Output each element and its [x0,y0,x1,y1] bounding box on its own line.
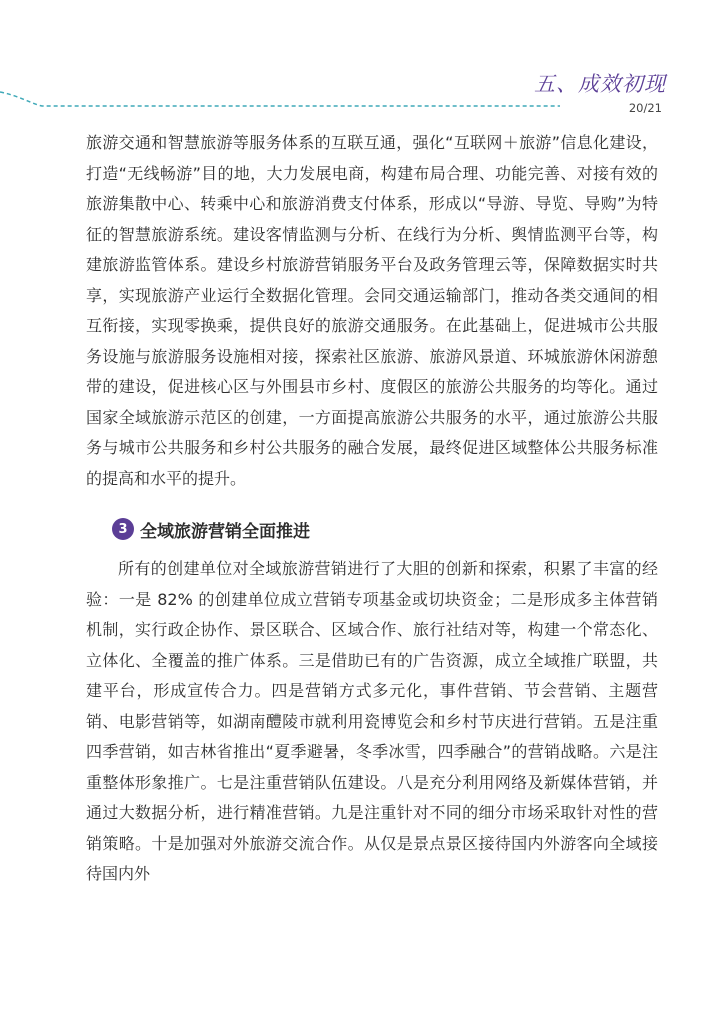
section-heading [112,516,658,542]
body-paragraph-1: 旅游交通和智慧旅游等服务体系的互联互通，强化“互联网＋旅游”信息化建设，打造“无线畅游”目的地，大力发展电商，构建布局合理、功能完善、对接有效的旅游集散中心、转乘中心和旅游消费支付体系，形成以“导游、导览、导购”为特征的智慧旅游系统。建设客情监测与分析、在线行为分析、舆情监测平台等，构建旅游监管体系。建设乡村旅游营销服务平台及政务管理云等，保障数据实时共享，实现旅游产业运行全数据化管理。会同交通运输部门，推动各类交通间的相互衔接，实现零换乘，提供良好的旅游交通服务。在此基础上，促进城市公共服务设施与旅游服务设施相对接，探索社区旅游、旅游风景道、环城旅游休闲游憩带的建设，促进核心区与外围县市乡村、度假区的旅游公共服务的均等化。通过国家全域旅游示范区的创建，一方面提高旅游公共服务的水平，通过旅游公共服务与城市公共服务和乡村公共服务的融合发展，最终促进区域整体公共服务标准的提高和水平的提升。 [86,133,658,488]
section-title: 全域旅游营销全面推进 [140,521,310,542]
page-header [0,0,728,130]
chapter-title: 五、成效初现 [534,72,666,96]
section-number-badge: 3 [112,518,134,540]
page-content [86,128,658,890]
page-number: 20/21 [628,101,662,115]
header-dashed-line-decoration [0,0,728,130]
body-paragraph-2: 所有的创建单位对全域旅游营销进行了大胆的创新和探索，积累了丰富的经验：一是 82% 的创建单位成立营销专项基金或切块资金；二是形成多主体营销机制，实行政企协作、景区联合、区域合作、旅行社结对等，构建一个常态化、立体化、全覆盖的推广体系。三是借助已有的广告资源，成立全域推广联盟，共建平台，形成宣传合力。四是营销方式多元化，事件营销、节会营销、主题营销、电影营销等，如湖南醴陵市就利用瓷博览会和乡村节庆进行营销。五是注重四季营销，如吉林省推出“夏季避暑，冬季冰雪，四季融合”的营销战略。六是注重整体形象推广。七是注重营销队伍建设。八是充分利用网络及新媒体营销，并通过大数据分析，进行精准营销。九是注重针对不同的细分市场采取针对性的营销策略。十是加强对外旅游交流合作。从仅是景点景区接待国内外游客向全域接待国内外 [86,559,658,883]
